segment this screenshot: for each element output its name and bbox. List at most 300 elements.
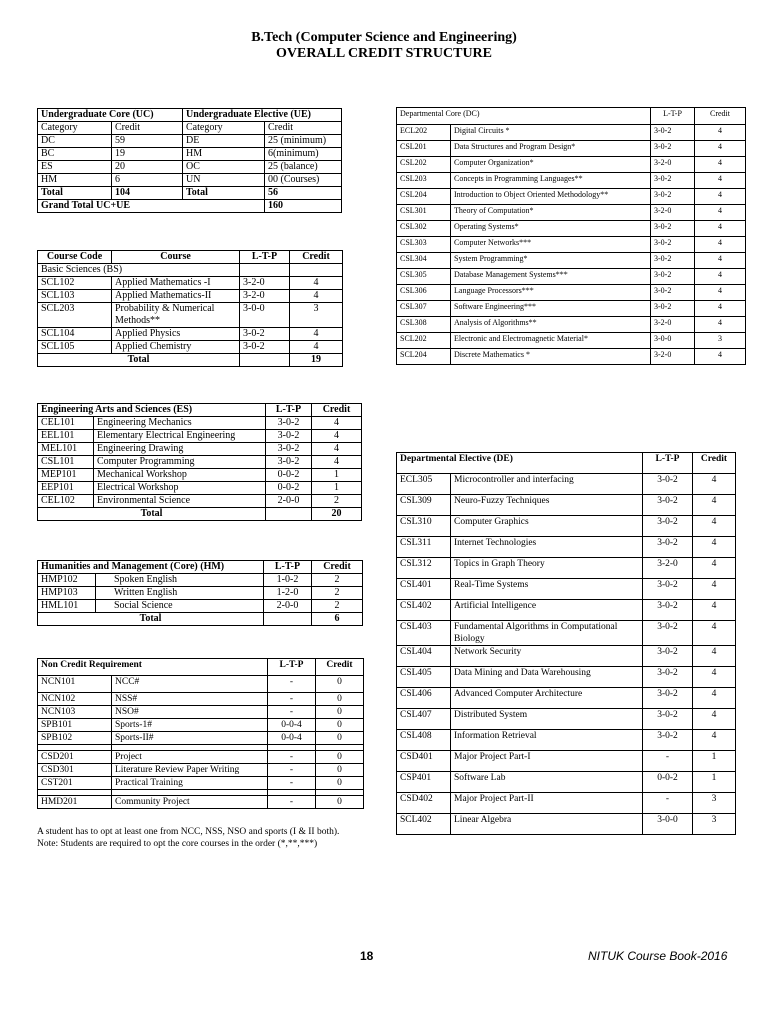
table-cell: 4: [695, 141, 746, 157]
table-cell: Operating Systems*: [451, 221, 651, 237]
page-number: 18: [360, 949, 374, 963]
humanities-table: [37, 560, 363, 626]
table-cell: CSL202: [397, 157, 451, 173]
table-row: [38, 417, 362, 430]
table-cell: 0: [316, 751, 364, 764]
table-cell: CSD402: [397, 793, 451, 814]
table-header-cell: L-T-P: [268, 659, 316, 676]
table-cell: 4: [312, 443, 362, 456]
table-cell: 0-0-4: [268, 732, 316, 745]
table-cell: [266, 508, 312, 521]
table-row: [38, 600, 363, 613]
table-row: [397, 237, 746, 253]
table-cell: 3-2-0: [651, 349, 695, 365]
table-row: [397, 333, 746, 349]
table-cell: ECL305: [397, 474, 451, 495]
table-cell: 4: [693, 646, 736, 667]
table-row: [397, 474, 736, 495]
table-cell: Artificial Intelligence: [451, 600, 643, 621]
table-row: [397, 349, 746, 365]
table-header-row: [38, 659, 364, 676]
table-header-cell: Departmental Elective (DE): [397, 453, 643, 474]
total-row: [38, 508, 362, 521]
table-cell: 3-0-2: [643, 600, 693, 621]
table-cell: 2-0-0: [264, 600, 312, 613]
table-row: [397, 730, 736, 751]
page-subtitle: OVERALL CREDIT STRUCTURE: [275, 46, 492, 61]
table-cell: Credit: [112, 122, 183, 135]
table-cell: 4: [695, 173, 746, 189]
table-cell: Network Security: [451, 646, 643, 667]
table-cell: 3-0-2: [240, 328, 290, 341]
departmental-elective-table: [396, 452, 736, 835]
note-line: A student has to opt at least one from NCC, NSS, NSO and sports (I & II both).: [37, 827, 340, 837]
table-cell: CSL310: [397, 516, 451, 537]
table-cell: Probability & Numerical Methods**: [112, 303, 240, 328]
table-cell: 4: [290, 328, 343, 341]
table-cell: CEL101: [38, 417, 94, 430]
table-cell: 3-0-2: [643, 495, 693, 516]
table-cell: Sports-II#: [112, 732, 268, 745]
table-header-row: [38, 561, 363, 574]
table-row: [38, 495, 362, 508]
table-cell: CSL303: [397, 237, 451, 253]
table-row: [38, 676, 364, 693]
table-header-row: [397, 108, 746, 125]
table-cell: Electronic and Electromagnetic Material*: [451, 333, 651, 349]
table-cell: Elementary Electrical Engineering: [94, 430, 266, 443]
table-row: [397, 621, 736, 646]
table-header-cell: Credit: [316, 659, 364, 676]
table-cell: Environmental Science: [94, 495, 266, 508]
table-cell: 2: [312, 600, 363, 613]
table-cell: SCL103: [38, 290, 112, 303]
table-header-cell: Credit: [312, 561, 363, 574]
table-row: [397, 793, 736, 814]
table-cell: CEL102: [38, 495, 94, 508]
table-cell: 3-0-2: [651, 237, 695, 253]
table-row: [397, 646, 736, 667]
table-cell: 25 (balance): [265, 161, 342, 174]
table-cell: 4: [693, 688, 736, 709]
table-cell: 3-2-0: [240, 277, 290, 290]
table-cell: 0: [316, 706, 364, 719]
table-cell: CSL301: [397, 205, 451, 221]
engineering-sciences-table: [37, 403, 362, 521]
table-header-cell: Course: [112, 251, 240, 264]
table-row: [397, 205, 746, 221]
section-label: Basic Sciences (BS): [38, 264, 240, 277]
table-cell: CSL311: [397, 537, 451, 558]
table-cell: 3-0-2: [651, 221, 695, 237]
table-cell: 1: [312, 469, 362, 482]
table-cell: 25 (minimum): [265, 135, 342, 148]
grand-total-value: 160: [265, 200, 342, 213]
table-cell: -: [268, 751, 316, 764]
table-row: [397, 814, 736, 835]
table-cell: 3-2-0: [643, 558, 693, 579]
table-cell: 0-0-2: [266, 469, 312, 482]
table-row: [38, 456, 362, 469]
table-cell: Computer Graphics: [451, 516, 643, 537]
table-cell: 4: [693, 600, 736, 621]
table-cell: Linear Algebra: [451, 814, 643, 835]
table-cell: -: [268, 693, 316, 706]
table-cell: 4: [693, 621, 736, 646]
table-row: [397, 751, 736, 772]
table-cell: 2: [312, 574, 363, 587]
table-header-cell: Non Credit Requirement: [38, 659, 268, 676]
table-cell: MEL101: [38, 443, 94, 456]
table-cell: Total: [38, 187, 112, 200]
table-cell: 3: [695, 333, 746, 349]
table-cell: CSL404: [397, 646, 451, 667]
table-row: [38, 719, 364, 732]
table-cell: Social Science: [96, 600, 264, 613]
table-cell: 4: [695, 221, 746, 237]
table-cell: CST201: [38, 777, 112, 790]
table-cell: Information Retrieval: [451, 730, 643, 751]
table-cell: CSD301: [38, 764, 112, 777]
table-cell: CSD401: [397, 751, 451, 772]
table-cell: [240, 354, 290, 367]
table-cell: 0: [316, 732, 364, 745]
table-cell: Literature Review Paper Writing: [112, 764, 268, 777]
table-cell: System Programming*: [451, 253, 651, 269]
table-row: [38, 706, 364, 719]
table-cell: DC: [38, 135, 112, 148]
table-cell: Digital Circuits *: [451, 125, 651, 141]
table-cell: 00 (Courses): [265, 174, 342, 187]
table-cell: SPB102: [38, 732, 112, 745]
table-cell: 3-2-0: [651, 205, 695, 221]
table-cell: CSL307: [397, 301, 451, 317]
table-cell: Topics in Graph Theory: [451, 558, 643, 579]
table-cell: HMP102: [38, 574, 96, 587]
table-cell: NCC#: [112, 676, 268, 693]
table-row: [397, 516, 736, 537]
table-cell: -: [643, 751, 693, 772]
table-cell: 4: [695, 317, 746, 333]
table-cell: 3-0-2: [266, 417, 312, 430]
table-header-row: [38, 109, 342, 122]
table-cell: Data Structures and Program Design*: [451, 141, 651, 157]
table-row: [38, 174, 342, 187]
table-row: [38, 148, 342, 161]
table-cell: Theory of Computation*: [451, 205, 651, 221]
table-cell: Credit: [265, 122, 342, 135]
table-cell: Total: [183, 187, 265, 200]
total-row: [38, 354, 343, 367]
table-cell: SPB101: [38, 719, 112, 732]
table-cell: 3-2-0: [240, 290, 290, 303]
table-cell: 3-2-0: [651, 157, 695, 173]
table-cell: Electrical Workshop: [94, 482, 266, 495]
table-cell: NCN101: [38, 676, 112, 693]
table-cell: 0: [316, 693, 364, 706]
table-cell: 3-0-2: [651, 285, 695, 301]
table-header-cell: L-T-P: [643, 453, 693, 474]
table-cell: HMD201: [38, 796, 112, 809]
table-cell: 4: [290, 341, 343, 354]
table-header-cell: L-T-P: [651, 108, 695, 125]
table-row: [38, 341, 343, 354]
table-cell: 0-0-2: [266, 482, 312, 495]
table-header-cell: Humanities and Management (Core) (HM): [38, 561, 264, 574]
table-cell: Language Processors***: [451, 285, 651, 301]
table-row: [38, 693, 364, 706]
table-cell: Applied Mathematics -I: [112, 277, 240, 290]
table-cell: 0: [316, 777, 364, 790]
table-cell: Spoken English: [96, 574, 264, 587]
table-header-cell: Engineering Arts and Sciences (ES): [38, 404, 266, 417]
table-cell: 4: [695, 237, 746, 253]
table-cell: CSD201: [38, 751, 112, 764]
book-title: NITUK Course Book-2016: [588, 949, 728, 963]
total-value: 6: [312, 613, 363, 626]
table-cell: NCN103: [38, 706, 112, 719]
section-row: [38, 264, 343, 277]
table-row: [397, 301, 746, 317]
table-row: [397, 221, 746, 237]
table-header-row: [38, 404, 362, 417]
table-cell: 3-0-2: [266, 443, 312, 456]
table-subheader-row: [38, 122, 342, 135]
table-cell: Major Project Part-II: [451, 793, 643, 814]
table-cell: 3: [693, 793, 736, 814]
table-cell: 4: [693, 730, 736, 751]
table-cell: Applied Chemistry: [112, 341, 240, 354]
table-cell: -: [268, 777, 316, 790]
table-cell: CSL302: [397, 221, 451, 237]
table-cell: HM: [183, 148, 265, 161]
table-row: [397, 285, 746, 301]
table-cell: 2-0-0: [266, 495, 312, 508]
table-cell: BC: [38, 148, 112, 161]
table-header-cell: L-T-P: [240, 251, 290, 264]
table-cell: 3-2-0: [651, 317, 695, 333]
table-cell: Data Mining and Data Warehousing: [451, 667, 643, 688]
table-row: [38, 587, 363, 600]
table-cell: SCL402: [397, 814, 451, 835]
table-cell: 3-0-2: [643, 709, 693, 730]
table-row: [38, 469, 362, 482]
table-cell: Neuro-Fuzzy Techniques: [451, 495, 643, 516]
table-cell: 3-0-2: [651, 173, 695, 189]
table-row: [397, 141, 746, 157]
table-cell: DE: [183, 135, 265, 148]
table-cell: 3-0-2: [651, 253, 695, 269]
table-cell: 4: [312, 430, 362, 443]
table-cell: 4: [290, 290, 343, 303]
table-row: [397, 317, 746, 333]
table-cell: [290, 264, 343, 277]
table-cell: 19: [112, 148, 183, 161]
table-cell: Engineering Mechanics: [94, 417, 266, 430]
table-row: [397, 558, 736, 579]
table-row: [397, 495, 736, 516]
table-cell: 3-0-2: [651, 301, 695, 317]
table-cell: 3-0-0: [240, 303, 290, 328]
table-cell: 6: [112, 174, 183, 187]
total-value: 20: [312, 508, 362, 521]
table-cell: 3-0-2: [651, 141, 695, 157]
table-row: [38, 764, 364, 777]
table-row: [397, 253, 746, 269]
table-cell: Microcontroller and interfacing: [451, 474, 643, 495]
table-row: [397, 688, 736, 709]
table-cell: 4: [290, 277, 343, 290]
table-row: [38, 482, 362, 495]
table-cell: Sports-1#: [112, 719, 268, 732]
table-cell: 0: [316, 676, 364, 693]
table-cell: 3-0-2: [240, 341, 290, 354]
table-cell: 4: [695, 189, 746, 205]
table-cell: EEL101: [38, 430, 94, 443]
table-header-cell: Credit: [290, 251, 343, 264]
table-cell: Computer Networks***: [451, 237, 651, 253]
table-cell: 3-0-2: [643, 474, 693, 495]
credit-summary-table: [37, 108, 342, 213]
table-cell: HM: [38, 174, 112, 187]
table-header-cell: Credit: [695, 108, 746, 125]
table-cell: Database Management Systems***: [451, 269, 651, 285]
table-cell: -: [268, 676, 316, 693]
departmental-core-table: [396, 107, 746, 365]
table-cell: HMP103: [38, 587, 96, 600]
table-cell: Concepts in Programming Languages**: [451, 173, 651, 189]
table-cell: 6(minimum): [265, 148, 342, 161]
table-cell: Major Project Part-I: [451, 751, 643, 772]
table-cell: 0: [316, 719, 364, 732]
total-label: Total: [38, 354, 240, 367]
table-cell: 3-0-2: [643, 688, 693, 709]
table-cell: 3-0-2: [643, 579, 693, 600]
table-cell: Internet Technologies: [451, 537, 643, 558]
table-cell: 1: [312, 482, 362, 495]
table-cell: 3-0-2: [643, 646, 693, 667]
total-label: Total: [38, 613, 264, 626]
non-credit-table: [37, 658, 364, 809]
table-cell: CSL403: [397, 621, 451, 646]
table-cell: 4: [695, 253, 746, 269]
table-cell: 3-0-2: [643, 667, 693, 688]
table-cell: Advanced Computer Architecture: [451, 688, 643, 709]
table-row: [397, 189, 746, 205]
table-header-cell: Credit: [312, 404, 362, 417]
table-cell: [240, 264, 290, 277]
table-row: [397, 600, 736, 621]
table-cell: 3-0-2: [643, 621, 693, 646]
table-cell: SCL202: [397, 333, 451, 349]
table-cell: 4: [693, 667, 736, 688]
table-cell: -: [268, 796, 316, 809]
table-cell: 3-0-2: [643, 516, 693, 537]
table-cell: 4: [695, 269, 746, 285]
table-cell: CSL305: [397, 269, 451, 285]
table-cell: 0: [316, 764, 364, 777]
table-cell: 20: [112, 161, 183, 174]
table-cell: 4: [693, 558, 736, 579]
table-cell: 2: [312, 587, 363, 600]
table-header-cell: Credit: [693, 453, 736, 474]
total-row: [38, 187, 342, 200]
table-row: [38, 796, 364, 809]
table-cell: 0: [316, 796, 364, 809]
table-cell: 1-2-0: [264, 587, 312, 600]
table-header-cell: L-T-P: [264, 561, 312, 574]
table-cell: ES: [38, 161, 112, 174]
table-cell: CSL306: [397, 285, 451, 301]
table-cell: Project: [112, 751, 268, 764]
table-cell: 4: [693, 474, 736, 495]
table-cell: 4: [693, 537, 736, 558]
table-cell: Computer Programming: [94, 456, 266, 469]
table-cell: OC: [183, 161, 265, 174]
table-cell: CSL204: [397, 189, 451, 205]
table-row: [397, 709, 736, 730]
table-row: [397, 157, 746, 173]
total-value: 19: [290, 354, 343, 367]
table-cell: -: [643, 793, 693, 814]
table-cell: 104: [112, 187, 183, 200]
table-cell: 0-0-4: [268, 719, 316, 732]
page-title: B.Tech (Computer Science and Engineering): [251, 30, 517, 45]
table-cell: CSL312: [397, 558, 451, 579]
table-row: [38, 328, 343, 341]
notes: [37, 826, 339, 850]
table-cell: Category: [183, 122, 265, 135]
table-cell: Practical Training: [112, 777, 268, 790]
table-row: [38, 135, 342, 148]
table-row: [397, 269, 746, 285]
table-cell: UN: [183, 174, 265, 187]
table-cell: 4: [693, 495, 736, 516]
table-header-row: [38, 251, 343, 264]
table-cell: 1: [693, 772, 736, 793]
table-cell: EEP101: [38, 482, 94, 495]
table-cell: Introduction to Object Oriented Methodology**: [451, 189, 651, 205]
table-cell: Mechanical Workshop: [94, 469, 266, 482]
table-cell: 1-0-2: [264, 574, 312, 587]
table-cell: SCL102: [38, 277, 112, 290]
table-cell: NCN102: [38, 693, 112, 706]
table-cell: 4: [693, 516, 736, 537]
table-cell: CSL203: [397, 173, 451, 189]
table-cell: Written English: [96, 587, 264, 600]
note-line: Note: Students are required to opt the core courses in the order (*,**,***): [37, 839, 318, 849]
table-cell: [264, 613, 312, 626]
table-cell: HML101: [38, 600, 96, 613]
table-cell: NSO#: [112, 706, 268, 719]
table-cell: 3-0-0: [643, 814, 693, 835]
table-cell: 56: [265, 187, 342, 200]
table-row: [397, 579, 736, 600]
table-cell: 3-0-2: [643, 537, 693, 558]
table-header-cell: Departmental Core (DC): [397, 108, 651, 125]
table-cell: CSL406: [397, 688, 451, 709]
table-cell: MEP101: [38, 469, 94, 482]
table-cell: 0-0-2: [643, 772, 693, 793]
table-cell: 3-0-2: [266, 430, 312, 443]
table-row: [38, 430, 362, 443]
table-cell: 4: [312, 417, 362, 430]
table-row: [397, 537, 736, 558]
table-cell: CSL401: [397, 579, 451, 600]
table-cell: Software Lab: [451, 772, 643, 793]
table-cell: SCL104: [38, 328, 112, 341]
table-cell: CSL408: [397, 730, 451, 751]
